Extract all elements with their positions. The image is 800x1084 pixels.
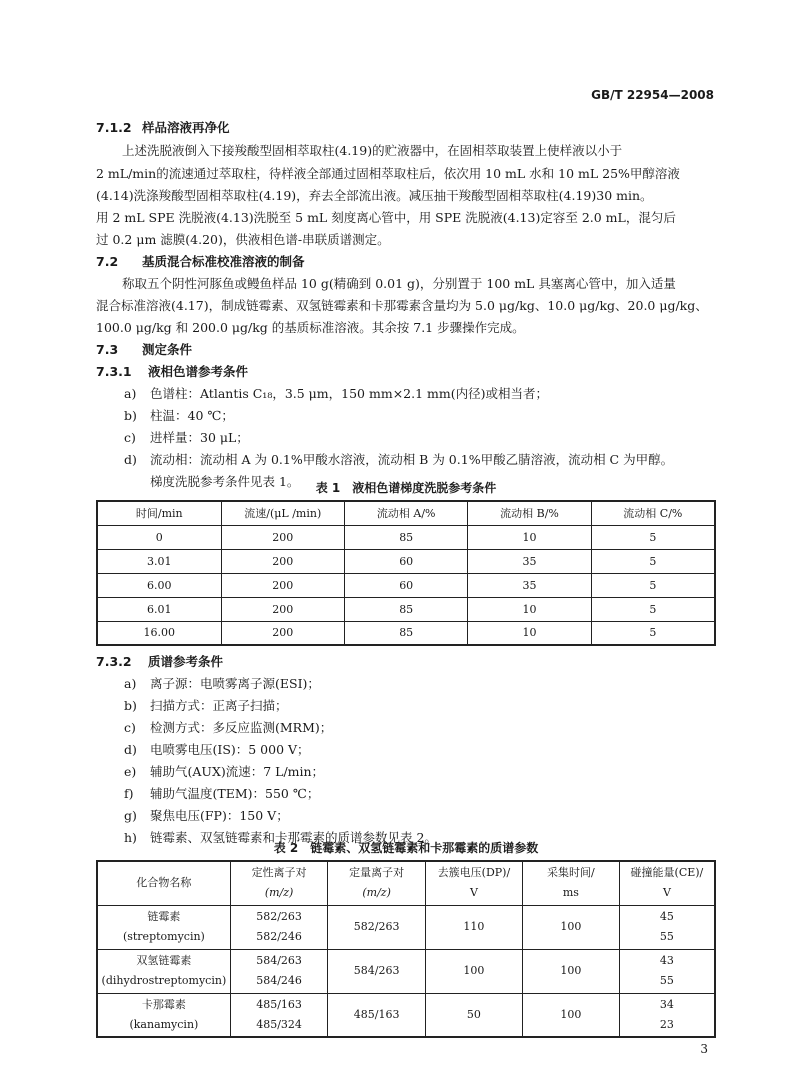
table-header-cell: 化合物名称 bbox=[97, 861, 230, 905]
table-cell: 34 23 bbox=[619, 993, 715, 1037]
table-header-cell: 碰撞能量(CE)/ V bbox=[619, 861, 715, 905]
table-cell: 110 bbox=[425, 905, 522, 949]
paragraph-line: 100.0 μg/kg 和 200.0 μg/kg 的基质标准溶液。其余按 7.1 步骤操作完成。 bbox=[96, 320, 525, 335]
section-number: 7.3.1 bbox=[96, 364, 132, 379]
table-cell: 50 bbox=[425, 993, 522, 1037]
page-number: 3 bbox=[700, 1042, 708, 1056]
table-cell: 85 bbox=[345, 597, 468, 621]
list-item: b) 扫描方式：正离子扫描； bbox=[124, 698, 288, 713]
table-cell: 6.01 bbox=[97, 597, 221, 621]
table-cell: 10 bbox=[468, 621, 591, 645]
table-cell: 6.00 bbox=[97, 573, 221, 597]
section-number: 7.2 bbox=[96, 254, 119, 269]
table-header-cell: 采集时间/ ms bbox=[522, 861, 619, 905]
section-title: 质谱参考条件 bbox=[148, 654, 224, 669]
list-item: f) 辅助气温度(TEM)：550 ℃； bbox=[124, 786, 320, 801]
table-header-cell: 流速/(μL /min) bbox=[221, 501, 345, 525]
paragraph-line: 2 mL/min的流速通过萃取柱，待样液全部通过固相萃取柱后，依次用 10 mL 水和 10 mL 25%甲醇溶液 bbox=[96, 166, 680, 181]
table-row bbox=[97, 573, 715, 597]
table-cell: 485/163 485/324 bbox=[230, 993, 328, 1037]
table-cell: 85 bbox=[345, 525, 468, 549]
table-row bbox=[97, 549, 715, 573]
list-item: a) 离子源：电喷雾离子源(ESI)； bbox=[124, 676, 320, 691]
table-cell: 85 bbox=[345, 621, 468, 645]
table-header-cell: 流动相 A/% bbox=[345, 501, 468, 525]
table-cell: 5 bbox=[591, 621, 715, 645]
table-row bbox=[97, 621, 715, 645]
table-cell: 16.00 bbox=[97, 621, 221, 645]
section-number: 7.1.2 bbox=[96, 120, 132, 135]
table-cell: 582/263 582/246 bbox=[230, 905, 328, 949]
table-header-cell: 定性离子对 (m/z) bbox=[230, 861, 328, 905]
list-item-continuation: 梯度洗脱参考条件见表 1。 bbox=[150, 474, 300, 489]
compound-name-cell: 链霉素 (streptomycin) bbox=[97, 905, 230, 949]
compound-name-cell: 卡那霉素 (kanamycin) bbox=[97, 993, 230, 1037]
section-title: 样品溶液再净化 bbox=[142, 120, 230, 135]
list-item: e) 辅助气(AUX)流速：7 L/min； bbox=[124, 764, 325, 779]
table-row bbox=[97, 905, 715, 949]
table-1-caption: 表 1 液相色谱梯度洗脱参考条件 bbox=[315, 481, 497, 495]
table-cell: 485/163 bbox=[328, 993, 426, 1037]
section-title: 液相色谱参考条件 bbox=[148, 364, 249, 379]
table-row bbox=[97, 949, 715, 993]
table-cell: 43 55 bbox=[619, 949, 715, 993]
list-item: h) 链霉素、双氢链霉素和卡那霉素的质谱参数见表 2。 bbox=[124, 830, 437, 845]
table-2 bbox=[96, 860, 716, 1038]
table-cell: 60 bbox=[345, 573, 468, 597]
table-header-cell: 流动相 C/% bbox=[591, 501, 715, 525]
table-cell: 35 bbox=[468, 573, 591, 597]
section-title: 测定条件 bbox=[142, 342, 193, 357]
table-1 bbox=[96, 500, 716, 646]
table-cell: 582/263 bbox=[328, 905, 426, 949]
section-number: 7.3 bbox=[96, 342, 119, 357]
table-row bbox=[97, 525, 715, 549]
table-cell: 10 bbox=[468, 597, 591, 621]
list-item: d) 流动相：流动相 A 为 0.1%甲酸水溶液，流动相 B 为 0.1%甲酸乙腈溶液，流动相 C 为甲醇。 bbox=[124, 452, 674, 467]
table-header-row bbox=[97, 861, 715, 905]
list-item: c) 进样量：30 μL； bbox=[124, 430, 249, 445]
table-cell: 5 bbox=[591, 549, 715, 573]
table-cell: 200 bbox=[221, 573, 345, 597]
table-row bbox=[97, 993, 715, 1037]
table-2-caption: 表 2 链霉素、双氢链霉素和卡那霉素的质谱参数 bbox=[273, 841, 539, 855]
table-cell: 0 bbox=[97, 525, 221, 549]
list-item: d) 电喷雾电压(IS)：5 000 V； bbox=[124, 742, 310, 757]
table-cell: 5 bbox=[591, 525, 715, 549]
table-cell: 35 bbox=[468, 549, 591, 573]
table-header-cell: 时间/min bbox=[97, 501, 221, 525]
section-7-3-1-heading bbox=[96, 362, 248, 382]
list-item: a) 色谱柱：Atlantis C₁₈，3.5 μm，150 mm×2.1 mm(内径)或相当者； bbox=[124, 386, 548, 401]
table-cell: 45 55 bbox=[619, 905, 715, 949]
table-cell: 584/263 584/246 bbox=[230, 949, 328, 993]
section-7-1-2-heading bbox=[96, 118, 230, 138]
paragraph-line: (4.14)洗涤羧酸型固相萃取柱(4.19)，弃去全部流出液。减压抽干羧酸型固相萃取柱(4.19)30 min。 bbox=[96, 188, 653, 203]
section-7-3-2-heading bbox=[96, 652, 223, 672]
table-cell: 5 bbox=[591, 573, 715, 597]
table-cell: 200 bbox=[221, 525, 345, 549]
table-cell: 60 bbox=[345, 549, 468, 573]
list-item: b) 柱温：40 ℃； bbox=[124, 408, 234, 423]
table-cell: 100 bbox=[522, 905, 619, 949]
table-cell: 10 bbox=[468, 525, 591, 549]
paragraph-line: 用 2 mL SPE 洗脱液(4.13)洗脱至 5 mL 刻度离心管中，用 SPE 洗脱液(4.13)定容至 2.0 mL，混匀后 bbox=[96, 210, 676, 225]
table-cell: 5 bbox=[591, 597, 715, 621]
table-cell: 200 bbox=[221, 597, 345, 621]
table-cell: 100 bbox=[522, 949, 619, 993]
table-header-cell: 流动相 B/% bbox=[468, 501, 591, 525]
section-7-2-heading bbox=[96, 252, 305, 272]
section-title: 基质混合标准校准溶液的制备 bbox=[142, 254, 305, 269]
paragraph-line: 上述洗脱液倒入下接羧酸型固相萃取柱(4.19)的贮液器中，在固相萃取装置上使样液以小于 bbox=[122, 143, 623, 158]
page-header: GB/T 22954—2008 bbox=[591, 88, 714, 102]
table-cell: 100 bbox=[425, 949, 522, 993]
section-7-3-heading bbox=[96, 340, 192, 360]
table-row bbox=[97, 597, 715, 621]
table-cell: 200 bbox=[221, 621, 345, 645]
list-item: c) 检测方式：多反应监测(MRM)； bbox=[124, 720, 333, 735]
paragraph-line: 过 0.2 μm 滤膜(4.20)，供液相色谱-串联质谱测定。 bbox=[96, 232, 390, 247]
table-header-row bbox=[97, 501, 715, 525]
table-cell: 584/263 bbox=[328, 949, 426, 993]
table-cell: 3.01 bbox=[97, 549, 221, 573]
list-item: g) 聚焦电压(FP)：150 V； bbox=[124, 808, 289, 823]
compound-name-cell: 双氢链霉素 (dihydrostreptomycin) bbox=[97, 949, 230, 993]
section-number: 7.3.2 bbox=[96, 654, 132, 669]
table-cell: 200 bbox=[221, 549, 345, 573]
table-header-cell: 去簇电压(DP)/ V bbox=[425, 861, 522, 905]
paragraph-line: 称取五个阴性河豚鱼或鳗鱼样品 10 g(精确到 0.01 g)，分别置于 100 mL 具塞离心管中，加入适量 bbox=[122, 276, 676, 291]
table-header-cell: 定量离子对 (m/z) bbox=[328, 861, 426, 905]
paragraph-line: 混合标准溶液(4.17)，制成链霉素、双氢链霉素和卡那霉素含量均为 5.0 μg/kg、10.0 μg/kg、20.0 μg/kg、 bbox=[96, 298, 708, 313]
table-cell: 100 bbox=[522, 993, 619, 1037]
